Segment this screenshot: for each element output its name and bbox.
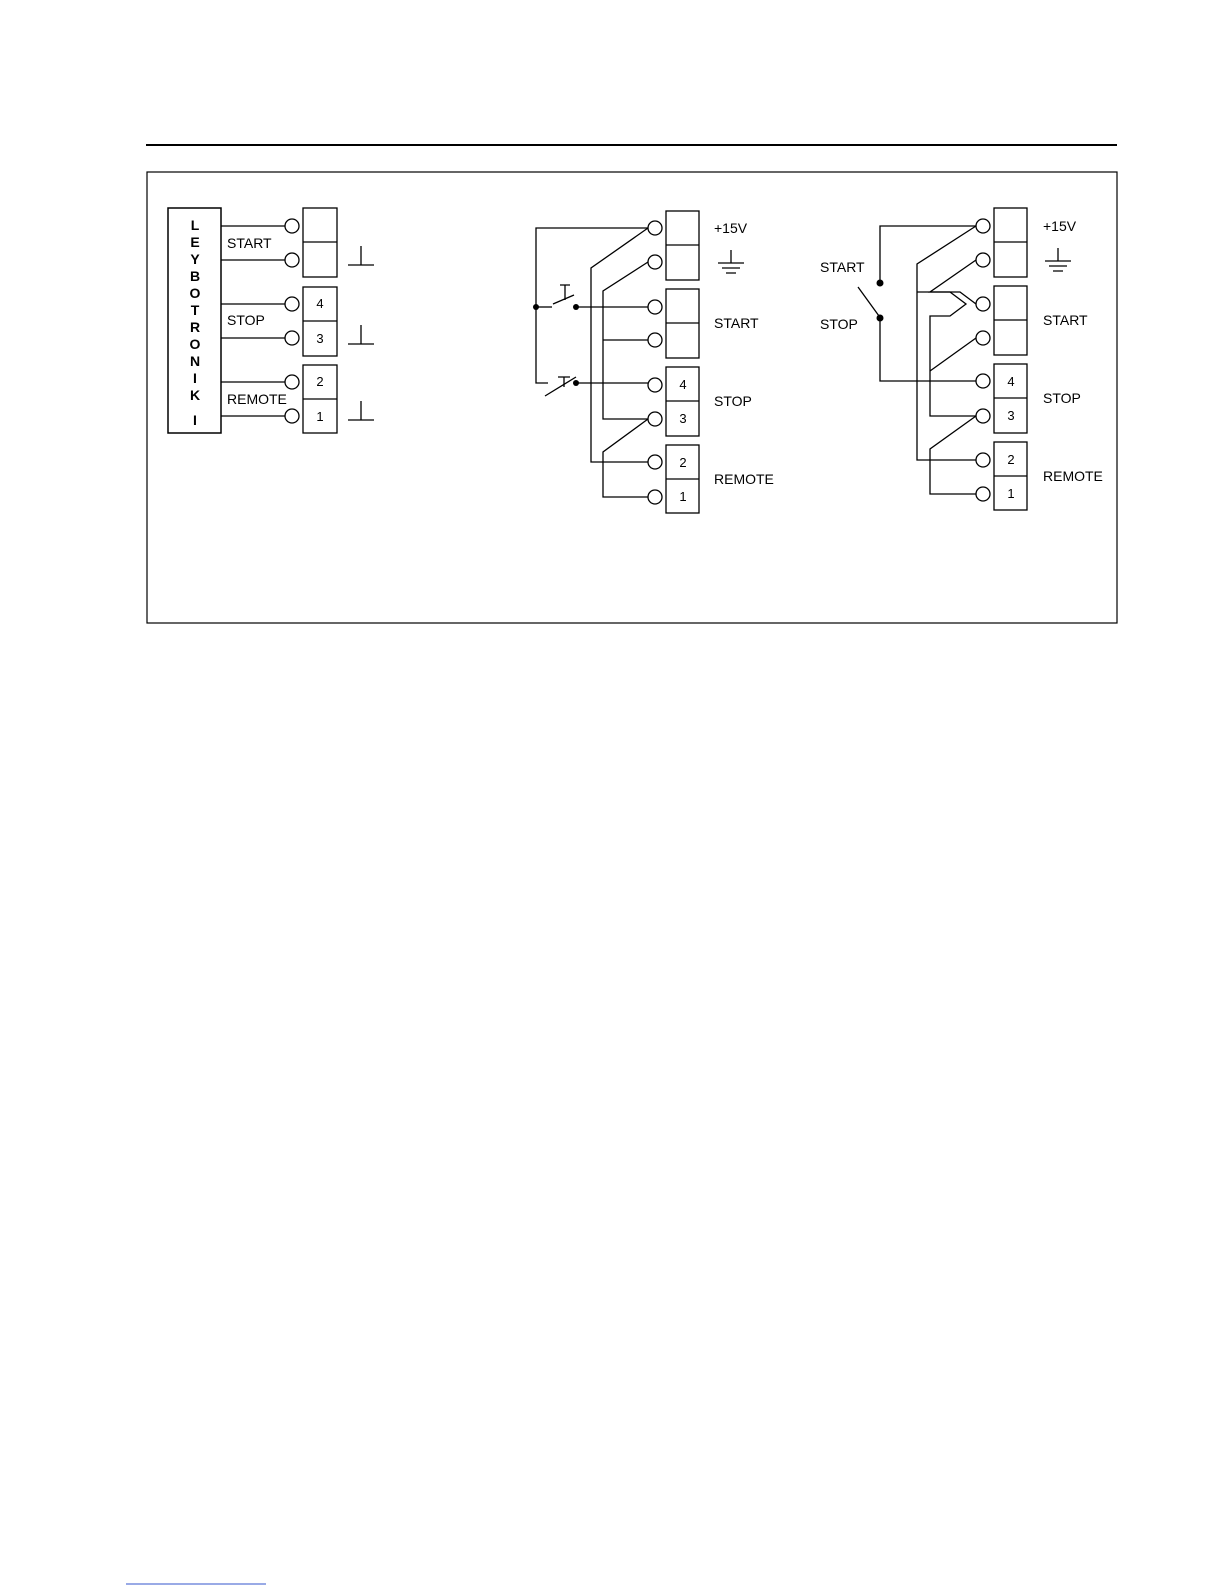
start-label: START [714, 315, 759, 331]
wire [930, 416, 976, 494]
terminal-circle-icon [976, 374, 990, 388]
stop-label: STOP [714, 393, 752, 409]
wire [930, 338, 976, 371]
terminal-number: 4 [316, 296, 324, 311]
terminal-number: 4 [679, 377, 687, 392]
terminal-circle-icon [285, 331, 299, 345]
wire [880, 318, 976, 381]
device-letter: O [189, 336, 201, 352]
terminal-number: 1 [679, 489, 687, 504]
start-label: START [1043, 312, 1088, 328]
terminal-circle-icon [285, 409, 299, 423]
device-letter: N [189, 353, 201, 369]
wire [917, 292, 976, 416]
switch-stop-label: STOP [820, 316, 858, 332]
junction-dot [573, 380, 579, 386]
wire [917, 226, 976, 460]
junction-dot [877, 315, 884, 322]
terminal-circle-icon [976, 253, 990, 267]
terminal-circle-icon [648, 378, 662, 392]
device-letter: L [190, 217, 200, 233]
stop-label: STOP [1043, 390, 1081, 406]
panel-2 [533, 211, 774, 513]
stop-label: STOP [227, 312, 265, 328]
terminal-circle-icon [285, 297, 299, 311]
device-letter: T [190, 302, 200, 318]
terminal-circle-icon [648, 221, 662, 235]
device-letter: I [193, 412, 197, 428]
device-letter: K [189, 387, 201, 403]
chassis-ground-icon [348, 401, 374, 420]
wire [536, 307, 548, 383]
remote-label: REMOTE [714, 471, 774, 487]
wire [591, 228, 648, 462]
terminal-number: 3 [1007, 408, 1015, 423]
terminal-number: 2 [316, 374, 324, 389]
terminal-circle-icon [648, 300, 662, 314]
wire [930, 260, 976, 304]
terminal-circle-icon [976, 453, 990, 467]
terminal-number: 1 [1007, 486, 1015, 501]
terminal-circle-icon [976, 409, 990, 423]
wire [603, 419, 648, 497]
terminal-number: 4 [1007, 374, 1015, 389]
junction-dot [573, 304, 579, 310]
ground-icon [718, 250, 744, 273]
remote-label: REMOTE [1043, 468, 1103, 484]
ground-icon [1045, 248, 1071, 271]
pushbutton-icon [545, 377, 576, 396]
terminal-circle-icon [285, 253, 299, 267]
device-letter: E [190, 234, 200, 250]
device-letter: B [189, 268, 201, 284]
terminal-number: 3 [679, 411, 687, 426]
terminal-number: 1 [316, 409, 324, 424]
terminal-circle-icon [648, 255, 662, 269]
terminal-circle-icon [976, 487, 990, 501]
terminal-circle-icon [648, 333, 662, 347]
chassis-ground-icon [348, 246, 374, 265]
panel-3 [820, 208, 1103, 510]
terminal-number: 3 [316, 331, 324, 346]
pushbutton-icon [553, 285, 574, 304]
device-letter: O [189, 285, 201, 301]
voltage-label: +15V [1043, 218, 1077, 234]
selector-switch-icon [858, 287, 879, 316]
device-label [190, 217, 201, 428]
terminal-circle-icon [648, 455, 662, 469]
terminal-circle-icon [976, 219, 990, 233]
device-letter: I [193, 370, 197, 386]
voltage-label: +15V [714, 220, 748, 236]
terminal-circle-icon [976, 331, 990, 345]
switch-start-label: START [820, 259, 865, 275]
start-label: START [227, 235, 272, 251]
chassis-ground-icon [348, 325, 374, 344]
device-letter: Y [190, 251, 200, 267]
terminal-number: 2 [1007, 452, 1015, 467]
terminal-circle-icon [648, 412, 662, 426]
terminal-number: 2 [679, 455, 687, 470]
terminal-circle-icon [285, 375, 299, 389]
junction-dot [877, 280, 884, 287]
remote-label: REMOTE [227, 391, 287, 407]
device-letter: R [189, 319, 201, 335]
panel-1 [168, 208, 374, 433]
junction-dot [533, 304, 539, 310]
terminal-circle-icon [976, 297, 990, 311]
terminal-circle-icon [648, 490, 662, 504]
terminal-circle-icon [285, 219, 299, 233]
